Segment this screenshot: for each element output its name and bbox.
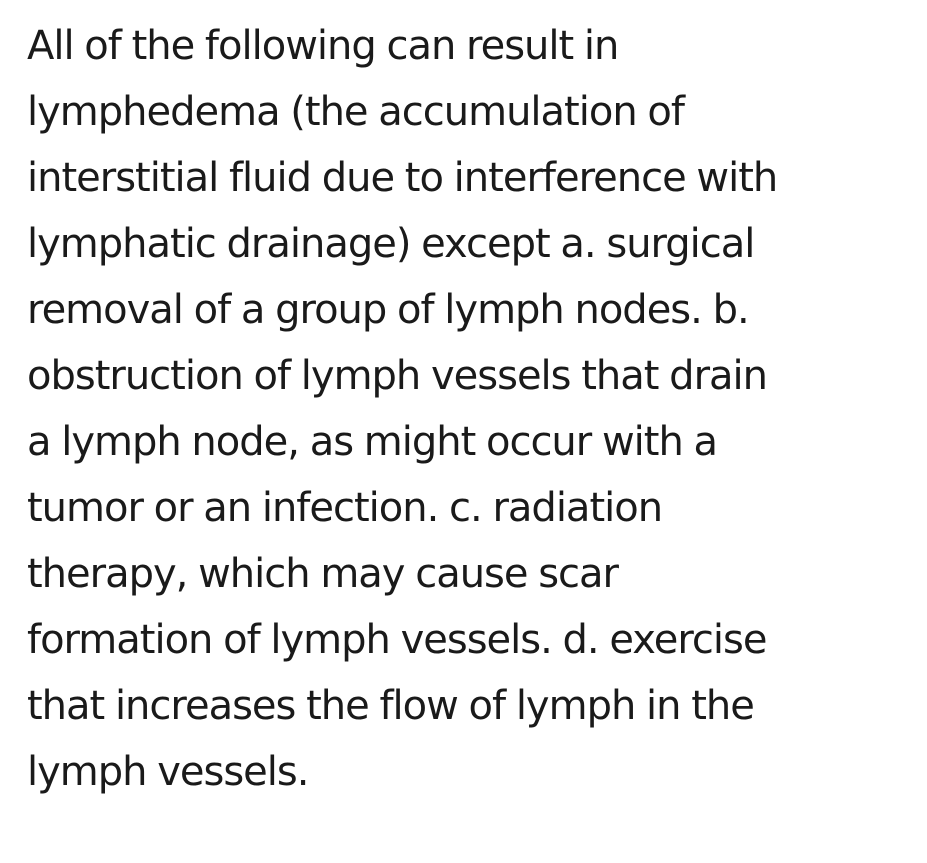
question-line: lymphatic drainage) except a. surgical — [27, 221, 755, 267]
question-line: formation of lymph vessels. d. exercise — [27, 617, 767, 663]
question-line: obstruction of lymph vessels that drain — [27, 353, 767, 399]
question-line: a lymph node, as might occur with a — [27, 419, 718, 465]
question-line: lymphedema (the accumulation of — [27, 89, 684, 135]
question-line: interstitial fluid due to interference with — [27, 155, 778, 201]
question-line: that increases the flow of lymph in the — [27, 683, 754, 729]
question-line: lymph vessels. — [27, 749, 309, 795]
question-line: removal of a group of lymph nodes. b. — [27, 287, 749, 333]
question-line: tumor or an infection. c. radiation — [27, 485, 663, 531]
question-line: therapy, which may cause scar — [27, 551, 619, 597]
question-text — [27, 13, 907, 805]
question-line: All of the following can result in — [27, 23, 619, 69]
